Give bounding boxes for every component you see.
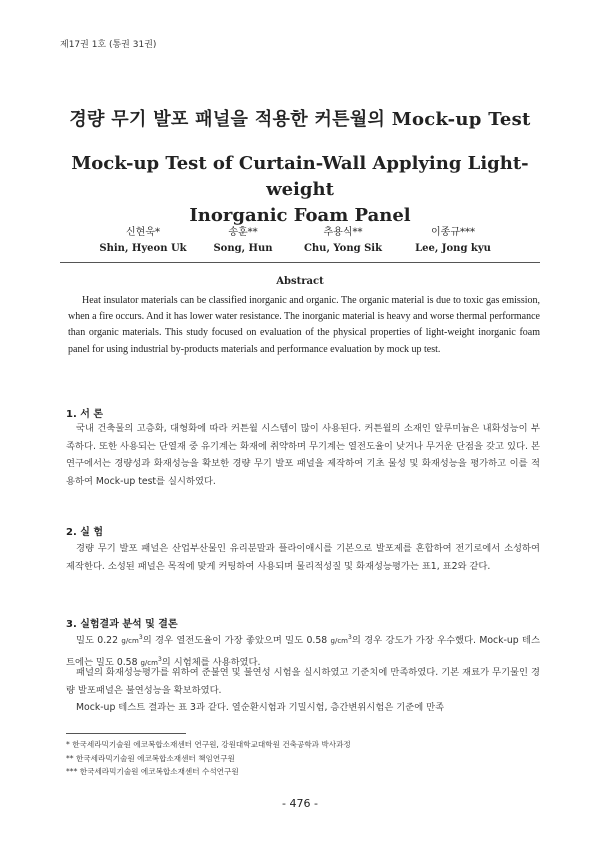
author-name-english: Song, Hun [213,243,273,254]
abstract-heading: Abstract [276,276,324,287]
author-name-korean: 이종규*** [431,227,475,238]
footnote: *** 한국세라믹기술원 에코복합소재센터 수석연구원 [66,767,239,776]
author-name-korean: 송훈** [228,227,258,238]
author-name-korean: 추용식** [323,227,363,238]
footnote-divider [66,733,186,734]
title-divider [60,262,540,263]
section-heading-introduction: 1. 서 론 [66,409,104,420]
author [398,223,508,254]
korean-title: 경량 무기 발포 패널을 적용한 커튼월의 Mock-up Test [69,109,531,130]
author-name-korean: 신현욱* [126,227,160,238]
author [288,223,398,254]
author-name-english: Chu, Yong Sik [303,243,383,254]
journal-header: 제17권 1호 (통권 31권) [60,40,157,50]
abstract-text: Heat insulator materials can be classified inorganic and organic. The organic material is due to toxic gas emission, when a fire occurs. And it has lower water resistance. The inorganic material is heavy and worse thermal performance than organic materials. This study focused on evaluation of the physical properties of light-weight inorganic foam panel for using industrial by-products materials and performance evaluation by mock up test. [68,295,540,355]
english-title-line-1: Mock-up Test of Curtain-Wall Applying Light-weight [71,153,529,200]
page-number: - 476 - [282,797,318,810]
author [88,223,198,254]
experiment-paragraph: 경량 무기 발포 패널은 산업부산물인 유리분말과 플라이애시를 기본으로 발포제를 혼합하여 전기로에서 소성하여 제작한다. 소성된 패널은 목적에 맞게 커팅하여 사용되며 물리적성질 및 화재성능평가는 표1, 표2와 같다. [66,543,540,572]
author [188,223,298,254]
english-title-line-2: Inorganic Foam Panel [189,205,411,226]
english-title [60,151,540,229]
section-heading-experiment: 2. 실 험 [66,527,104,538]
results-paragraph-2: 패널의 화재성능평가를 위하여 준불연 및 불연성 시험을 실시하였고 기준치에 만족하였다. 기본 재료가 무기물인 경량 발포패널은 불연성능을 확보하였다. [66,667,540,696]
introduction-paragraph: 국내 건축물의 고층화, 대형화에 따라 커튼월 시스템이 많이 사용된다. 커튼월의 소재인 알루미늄은 내화성능이 부족하다. 또한 사용되는 단열재 중 유기계는 화재에 취약하며 무기계는 열전도율이 낮거나 무거운 단점을 갖고 있다. 본 연구에서는 경량성과 화재성능을 확보한 경량 무기 발포 패널을 제작하여 기초 물성 및 화재성능을 평가하고 이를 적용하여 Mock-up test를 실시하였다. [66,423,540,487]
author-name-english: Shin, Hyeon Uk [99,243,187,254]
footnote: ** 한국세라믹기술원 에코복합소재센터 책임연구원 [66,753,235,763]
footnotes [66,738,536,779]
results-paragraph-1: 밀도 0.22 $g/cm^3$의 경우 열전도율이 가장 좋았으며 밀도 0.58 $g/cm^3$의 경우 강도가 가장 우수했다. Mock-up 테스트에는 밀도 0.58 $g/cm^3$의 시험체를 사용하였다. [66,634,540,668]
author-name-english: Lee, Jong kyu [415,243,491,254]
section-heading-results: 3. 실험결과 분석 및 결론 [66,619,178,630]
results-paragraph-3: Mock-up 테스트 결과는 표 3과 같다. 열순환시험과 기밀시험, 층간변위시험은 기준에 만족 [76,702,445,713]
footnote: * 한국세라믹기술원 에코복합소재센터 연구원, 강원대학교대학원 건축공학과 박사과정 [66,740,351,749]
